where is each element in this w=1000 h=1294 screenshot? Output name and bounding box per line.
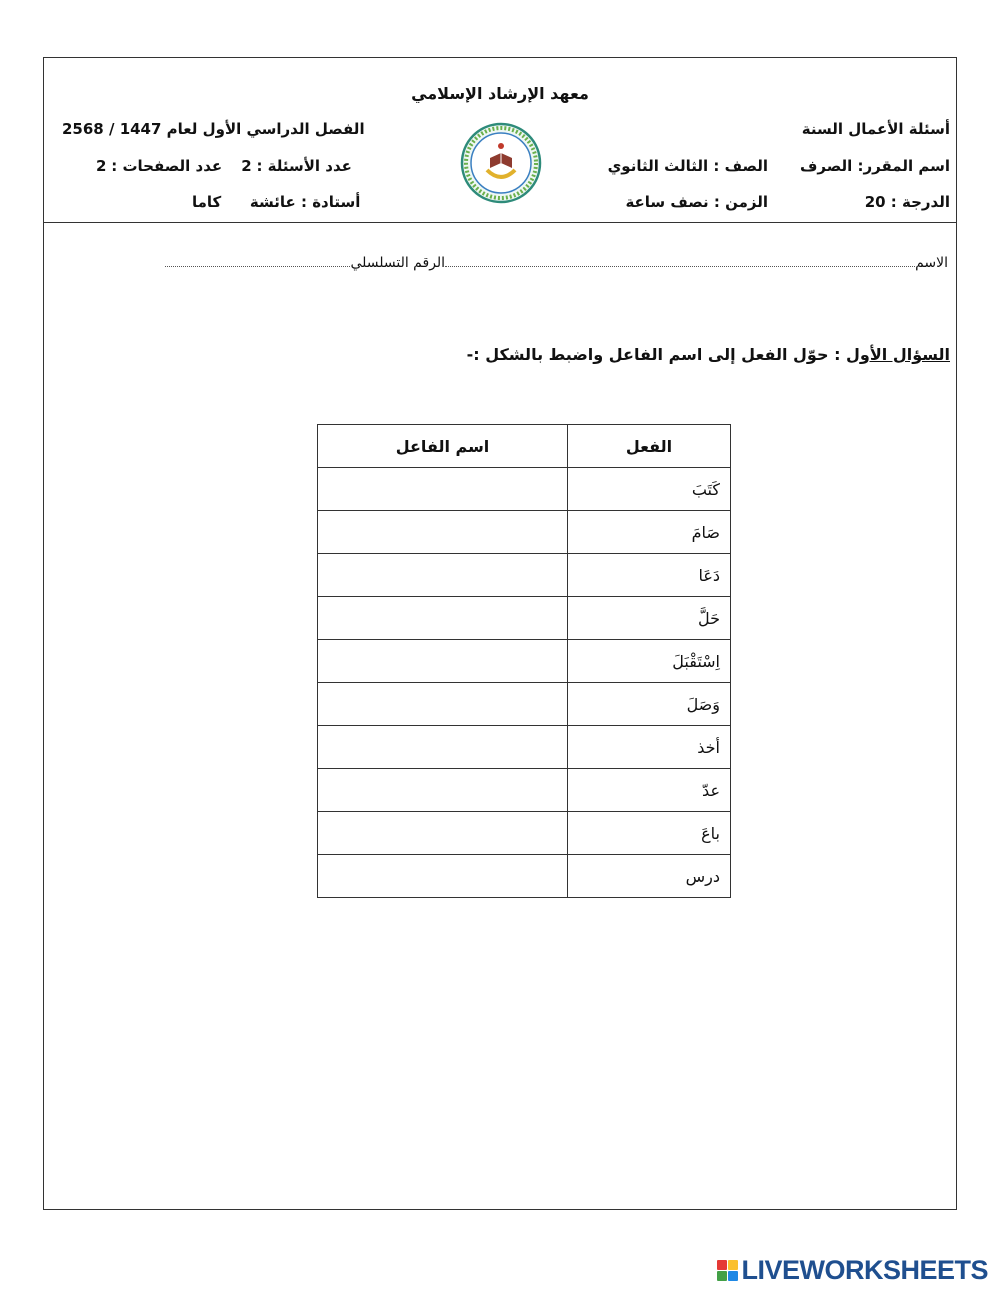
class-level: الصف : الثالث الثانوي [607, 157, 768, 175]
verb-column-header: الفعل [568, 425, 731, 468]
answer-cell[interactable] [318, 597, 568, 640]
table-row [318, 640, 731, 683]
answer-cell[interactable] [318, 511, 568, 554]
verb-cell: أخذ [568, 726, 731, 769]
table-row [318, 769, 731, 812]
answer-cell[interactable] [318, 769, 568, 812]
questions-count: 2 [241, 157, 252, 175]
question-1-label: السؤال الأول [846, 345, 950, 364]
name-blank[interactable] [445, 252, 915, 267]
pages-count: 2 [96, 157, 107, 175]
verb-cell: عدّ [568, 769, 731, 812]
semester-year: الفصل الدراسي الأول لعام 1447 / 2568 [62, 120, 365, 138]
student-info-line [55, 252, 948, 274]
table-row [318, 511, 731, 554]
answer-cell[interactable] [318, 468, 568, 511]
verb-cell: حَلَّ [568, 597, 731, 640]
verb-cell: باعَ [568, 812, 731, 855]
liveworksheets-wordmark: LIVEWORKSHEETS [741, 1255, 988, 1285]
table-row [318, 855, 731, 898]
verb-cell: اِسْتَقْبَلَ [568, 640, 731, 683]
verb-table [317, 424, 731, 898]
answer-cell[interactable] [318, 683, 568, 726]
teacher-info [192, 193, 360, 211]
table-header-row [318, 425, 731, 468]
table-row [318, 468, 731, 511]
answer-cell[interactable] [318, 726, 568, 769]
verb-cell: درس [568, 855, 731, 898]
verb-cell: صَامَ [568, 511, 731, 554]
liveworksheets-icon [717, 1260, 738, 1281]
table-row [318, 597, 731, 640]
name-label: الاسم [915, 255, 948, 271]
serial-label: الرقم التسلسلي [350, 255, 446, 271]
institute-logo [459, 122, 543, 204]
verb-cell: وَصَلَ [568, 683, 731, 726]
question-page-counts [96, 157, 352, 175]
serial-blank[interactable] [165, 252, 350, 267]
pages-label: عدد الصفحات : [111, 157, 223, 175]
grade-score: الدرجة : 20 [864, 193, 950, 211]
answer-cell[interactable] [318, 855, 568, 898]
exam-time: الزمن : نصف ساعة [625, 193, 768, 211]
table-row [318, 683, 731, 726]
teacher-label: أستادة : عائشة [249, 193, 361, 211]
course-name: اسم المقرر: الصرف [800, 157, 950, 175]
verb-cell: كَتَبَ [568, 468, 731, 511]
liveworksheets-logo[interactable] [717, 1255, 988, 1286]
table-row [318, 554, 731, 597]
answer-cell[interactable] [318, 554, 568, 597]
table-row [318, 812, 731, 855]
header-divider [43, 222, 957, 223]
institute-title: معهد الإرشاد الإسلامي [411, 84, 589, 103]
questions-label: عدد الأسئلة : [256, 157, 352, 175]
exam-type: أسئلة الأعمال السنة [801, 120, 950, 138]
question-1 [467, 345, 950, 364]
teacher-name: كاما [192, 193, 222, 211]
answer-cell[interactable] [318, 812, 568, 855]
verb-cell: دَعَا [568, 554, 731, 597]
table-row [318, 726, 731, 769]
question-1-text: : حوّل الفعل إلى اسم الفاعل واضبط بالشكل :- [466, 345, 847, 364]
answer-cell[interactable] [318, 640, 568, 683]
participle-column-header: اسم الفاعل [318, 425, 568, 468]
